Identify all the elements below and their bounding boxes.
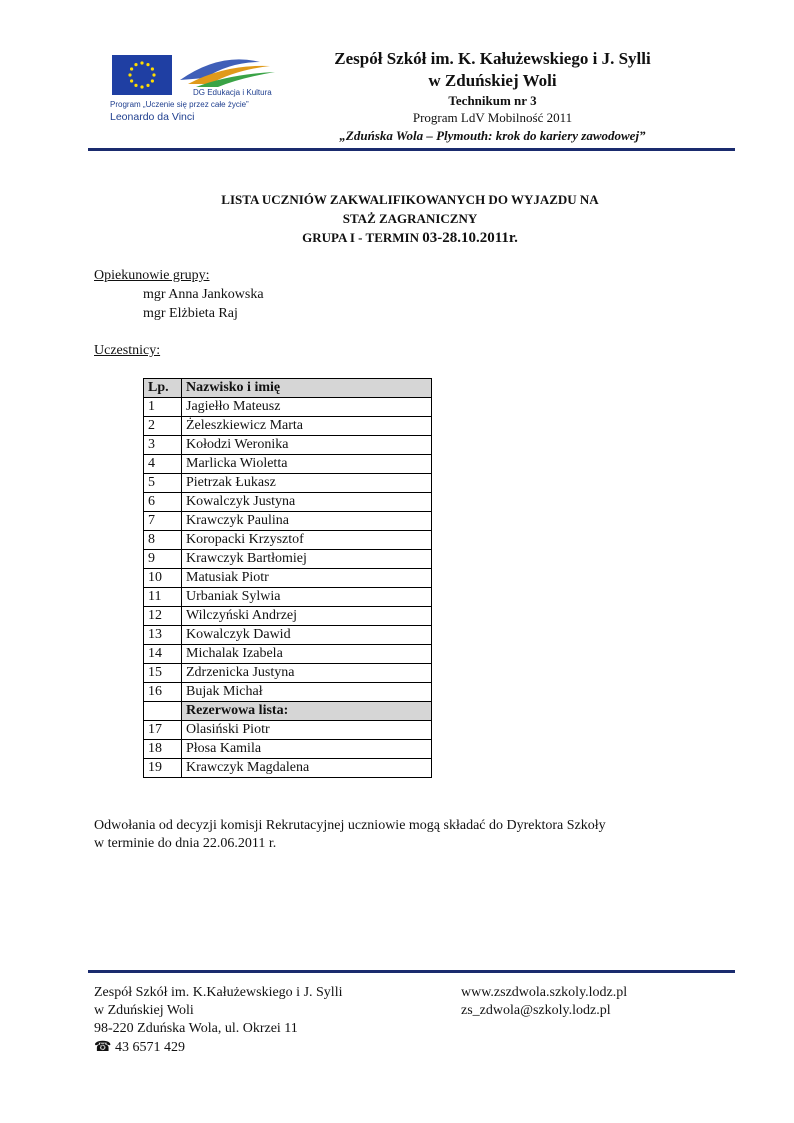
footer-address: 98-220 Zduńska Wola, ul. Okrzei 11 (94, 1021, 298, 1036)
student-name: Marlicka Wioletta (182, 455, 432, 474)
column-header-name: Nazwisko i imię (182, 379, 432, 398)
eu-star-icon (151, 79, 154, 82)
student-name: Kowalczyk Justyna (182, 493, 432, 512)
eu-star-icon (140, 61, 143, 64)
table-row (144, 398, 432, 417)
group-term-label: GRUPA I - TERMIN (302, 230, 419, 245)
table-row (144, 740, 432, 759)
document-title-line-1: LISTA UCZNIÓW ZAKWALIFIKOWANYCH DO WYJAZDU NA (221, 192, 599, 207)
footer-divider (88, 970, 735, 973)
table-row (144, 436, 432, 455)
student-name: Wilczyński Andrzej (182, 607, 432, 626)
table-row (144, 721, 432, 740)
table-row (144, 645, 432, 664)
guardians-label: Opiekunowie grupy: (94, 268, 210, 283)
row-number: 5 (144, 474, 182, 493)
student-name: Jagiełło Mateusz (182, 398, 432, 417)
reserve-list-row (144, 702, 432, 721)
eu-flag-icon (112, 55, 172, 95)
table-row (144, 626, 432, 645)
row-number: 10 (144, 569, 182, 588)
participants-label: Uczestnicy: (94, 343, 161, 358)
table-row (144, 455, 432, 474)
logo-leonardo-text: Leonardo da Vinci (110, 111, 195, 123)
program-name: Program LdV Mobilność 2011 (412, 110, 573, 125)
eu-star-icon (128, 73, 131, 76)
student-name: Krawczyk Magdalena (182, 759, 432, 778)
table-row (144, 474, 432, 493)
empty-cell (144, 702, 182, 721)
eu-star-icon (151, 67, 154, 70)
document-title-line-3 (95, 230, 725, 247)
school-town: w Zduńskiej Woli (428, 71, 557, 90)
table-row (144, 550, 432, 569)
footer-website-link[interactable]: www.zszdwola.szkoly.lodz.pl (461, 985, 628, 1000)
row-number: 14 (144, 645, 182, 664)
row-number: 11 (144, 588, 182, 607)
header-divider (88, 148, 735, 151)
students-table (143, 378, 432, 778)
reserve-list-label: Rezerwowa lista: (182, 702, 432, 721)
column-header-lp: Lp. (144, 379, 182, 398)
row-number: 18 (144, 740, 182, 759)
table-row (144, 569, 432, 588)
eu-star-icon (146, 84, 149, 87)
student-name: Żeleszkiewicz Marta (182, 417, 432, 436)
table-row (144, 759, 432, 778)
table-row (144, 683, 432, 702)
logo-dg-text: DG Edukacja i Kultura (193, 88, 272, 97)
table-row (144, 512, 432, 531)
table-row (144, 417, 432, 436)
student-name: Kowalczyk Dawid (182, 626, 432, 645)
school-name: Zespół Szkół im. K. Kałużewskiego i J. Sylli (334, 49, 651, 68)
row-number: 8 (144, 531, 182, 550)
student-name: Pietrzak Łukasz (182, 474, 432, 493)
footer-email-link[interactable]: zs_zdwola@szkoly.lodz.pl (461, 1003, 611, 1018)
row-number: 7 (144, 512, 182, 531)
student-name: Koropacki Krzysztof (182, 531, 432, 550)
appeal-note: Odwołania od decyzji komisji Rekrutacyjnej uczniowie mogą składać do Dyrektora Szkoły (94, 818, 606, 833)
eu-star-icon (134, 84, 137, 87)
eu-star-icon (130, 79, 133, 82)
footer-phone (94, 1039, 185, 1056)
eu-star-icon (140, 85, 143, 88)
row-number: 9 (144, 550, 182, 569)
row-number: 1 (144, 398, 182, 417)
student-name: Michalak Izabela (182, 645, 432, 664)
student-name: Zdrzenicka Justyna (182, 664, 432, 683)
row-number: 16 (144, 683, 182, 702)
guardian-name: mgr Elżbieta Raj (143, 306, 238, 321)
program-motto: „Zduńska Wola – Plymouth: krok do kariery zawodowej” (339, 128, 646, 143)
eu-star-icon (134, 63, 137, 66)
row-number: 19 (144, 759, 182, 778)
row-number: 3 (144, 436, 182, 455)
table-row (144, 493, 432, 512)
footer-phone-number: 43 6571 429 (114, 1040, 185, 1055)
student-name: Krawczyk Paulina (182, 512, 432, 531)
table-row (144, 664, 432, 683)
student-name: Bujak Michał (182, 683, 432, 702)
row-number: 17 (144, 721, 182, 740)
logo-program-text: Program „Uczenie się przez całe życie” (110, 100, 249, 109)
student-name: Urbaniak Sylwia (182, 588, 432, 607)
appeal-deadline: w terminie do dnia 22.06.2011 r. (94, 836, 277, 851)
footer-school-town: w Zduńskiej Woli (94, 1003, 194, 1018)
row-number: 2 (144, 417, 182, 436)
footer-school-name: Zespół Szkół im. K.Kałużewskiego i J. Sylli (94, 985, 343, 1000)
eu-star-icon (146, 63, 149, 66)
table-row (144, 607, 432, 626)
group-term-date: 03-28.10.2011r. (422, 230, 518, 246)
row-number: 4 (144, 455, 182, 474)
row-number: 6 (144, 493, 182, 512)
row-number: 13 (144, 626, 182, 645)
student-name: Olasiński Piotr (182, 721, 432, 740)
student-name: Płosa Kamila (182, 740, 432, 759)
guardian-name: mgr Anna Jankowska (143, 287, 264, 302)
student-name: Matusiak Piotr (182, 569, 432, 588)
student-name: Kołodzi Weronika (182, 436, 432, 455)
school-unit: Technikum nr 3 (448, 93, 537, 108)
table-header-row (144, 379, 432, 398)
eu-star-icon (130, 67, 133, 70)
row-number: 15 (144, 664, 182, 683)
eu-star-icon (152, 73, 155, 76)
telephone-icon: ☎ (94, 1040, 112, 1055)
table-row (144, 588, 432, 607)
row-number: 12 (144, 607, 182, 626)
student-name: Krawczyk Bartłomiej (182, 550, 432, 569)
table-row (144, 531, 432, 550)
document-title-line-2: STAŻ ZAGRANICZNY (342, 211, 478, 226)
